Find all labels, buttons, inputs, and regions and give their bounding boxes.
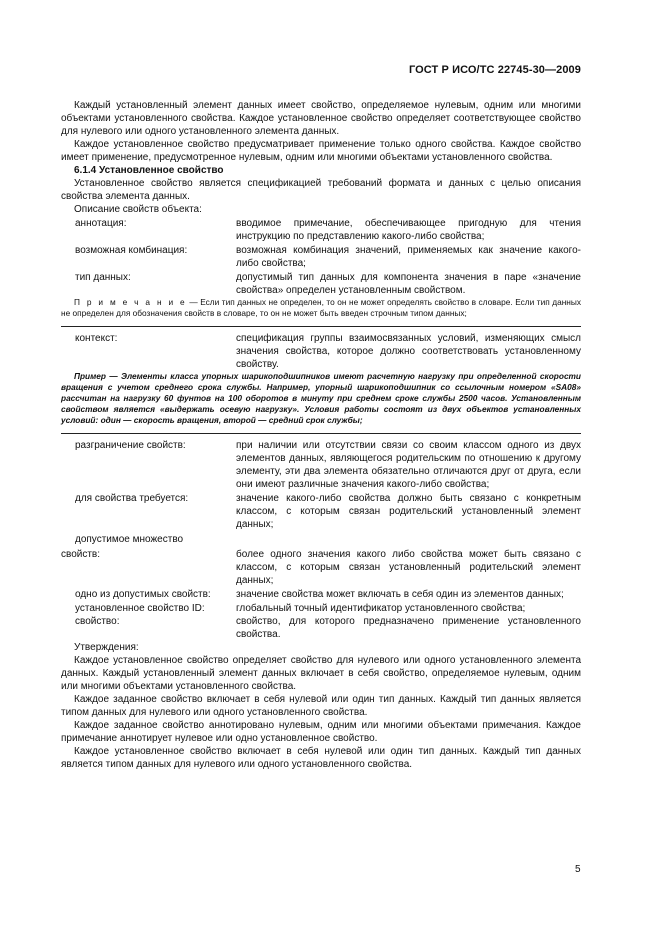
description-intro: Описание свойств объекта: [74, 204, 202, 215]
definition-row [61, 271, 581, 297]
definition-term: тип данных: [75, 272, 131, 283]
definition-description: возможная комбинация значений, применяемых как значение какого-либо свойства; [236, 245, 581, 269]
note-text: — Если тип данных не определен, то он не может определять свойство в словаре. Если тип данных не определен для обозначения свойств в словаре, то он не может быть введен строчным типом данных; [61, 297, 581, 318]
paragraph-2: Каждое установленное свойство предусматривает применение только одного свойства. Каждое свойство имеет применение, предусмотренное нулевым, одним или многими объектами установленного свойства. [61, 139, 581, 163]
definition-description: при наличии или отсутствии связи со своим классом одного из двух элементов данных, являющегося родительским по отношению к другому элементу, эти два элемента обязательно отличаются друг от друга, если они имеют различные значения какого-либо свойства; [236, 440, 581, 490]
definition-term: свойств: [61, 549, 101, 560]
definition-term: для свойства требуется: [75, 493, 189, 504]
valid-set-term-line1: допустимое множество [75, 534, 184, 545]
definition-list-4 [61, 588, 581, 641]
definition-term: установленное свойство ID: [75, 603, 205, 614]
definition-description: спецификация группы взаимосвязанных условий, изменяющих смысл значения свойства, которое должно соответствовать установленному свойству. [236, 333, 581, 370]
definition-term: возможная комбинация: [75, 245, 188, 256]
definition-description: значение какого-либо свойства должно быть связано с конкретным классом, с которым связан родительский установленный элемент данных; [236, 493, 581, 530]
definition-term: свойство: [75, 616, 120, 627]
definition-term: аннотация: [75, 218, 127, 229]
definition-list-2 [61, 332, 581, 371]
note [61, 297, 581, 319]
paragraph-3: Установленное свойство является спецификацией требований формата и данных с целью описания свойства элемента данных. [61, 178, 581, 202]
note-label: П р и м е ч а н и е [74, 297, 187, 307]
definition-row [61, 439, 581, 491]
statement: Каждое установленное свойство определяет свойство для нулевого или одного установленного элемента данных. Каждый установленный элемент данных включает в себя свойство, определяемое нулевым, одним или многими объектами установленного свойства. [61, 655, 581, 692]
definition-row [61, 588, 581, 601]
example-block: Пример — Элементы класса упорных шарикоподшипников имеют расчетную нагрузку при определенной скорости вращения с учетом среднего срока службы. Например, упорный шарикоподшипник со ссылочным номером «SA08» рассчитан на нагрузку 60 фунтов на 100 оборотов в минуту при среднем сроке службы 2500 часов. Установленным свойством является «выдержать осевую нагрузку». Условия работы состоят из двух объектов установленных условий: один — скорость вращения, второй — средний срок службы; [61, 371, 581, 425]
definition-row [61, 217, 581, 243]
definition-row [61, 615, 581, 641]
standard-designation: ГОСТ Р ИСО/ТС 22745-30—2009 [408, 64, 581, 76]
statement: Каждое заданное свойство включает в себя нулевой или один тип данных. Каждый тип данных является типом данных для нулевого или одного установленного свойства. [61, 694, 581, 718]
definition-row [61, 548, 581, 587]
definition-description: более одного значения какого либо свойства может быть связано с классом, с которым связан установленный родительский элемент данных; [236, 549, 581, 586]
definition-description: свойство, для которого предназначено применение установленного свойства. [236, 616, 581, 640]
definition-row [61, 492, 581, 531]
horizontal-rule [61, 326, 581, 327]
page-number: 5 [575, 864, 581, 875]
definition-row [61, 332, 581, 371]
statements-title: Утверждения: [74, 642, 139, 653]
definition-list-1 [61, 217, 581, 297]
section-heading: 6.1.4 Установленное свойство [74, 165, 224, 176]
definition-description: значение свойства может включать в себя один из элементов данных; [236, 589, 564, 600]
definition-description: допустимый тип данных для компонента значения в паре «значение свойства» определен установленным свойством. [236, 272, 581, 296]
horizontal-rule [61, 433, 581, 434]
definition-term: одно из допустимых свойств: [75, 589, 211, 600]
definition-description: глобальный точный идентификатор установленного свойства; [236, 603, 526, 614]
statement: Каждое заданное свойство аннотировано нулевым, одним или многими объектами примечания. Каждое примечание аннотирует нулевое или одно установленное свойство. [61, 720, 581, 744]
definition-description: вводимое примечание, обеспечивающее пригодную для чтения инструкцию по представлению какого-либо свойства; [236, 218, 581, 242]
definition-list-3 [61, 439, 581, 531]
definition-row [61, 602, 581, 615]
paragraph-1: Каждый установленный элемент данных имеет свойство, определяемое нулевым, одним или многими объектами установленного свойства. Каждое установленное свойство определяет соответствующее свойство для нулевого или одного установленного элемента данных. [61, 100, 581, 137]
statement: Каждое установленное свойство включает в себя нулевой или один тип данных. Каждый тип данных является типом данных для нулевого или одного установленного свойства. [61, 746, 581, 770]
definition-term: контекст: [75, 333, 118, 344]
page-content [61, 99, 581, 771]
definition-row [61, 244, 581, 270]
definition-term: разграничение свойств: [75, 440, 186, 451]
